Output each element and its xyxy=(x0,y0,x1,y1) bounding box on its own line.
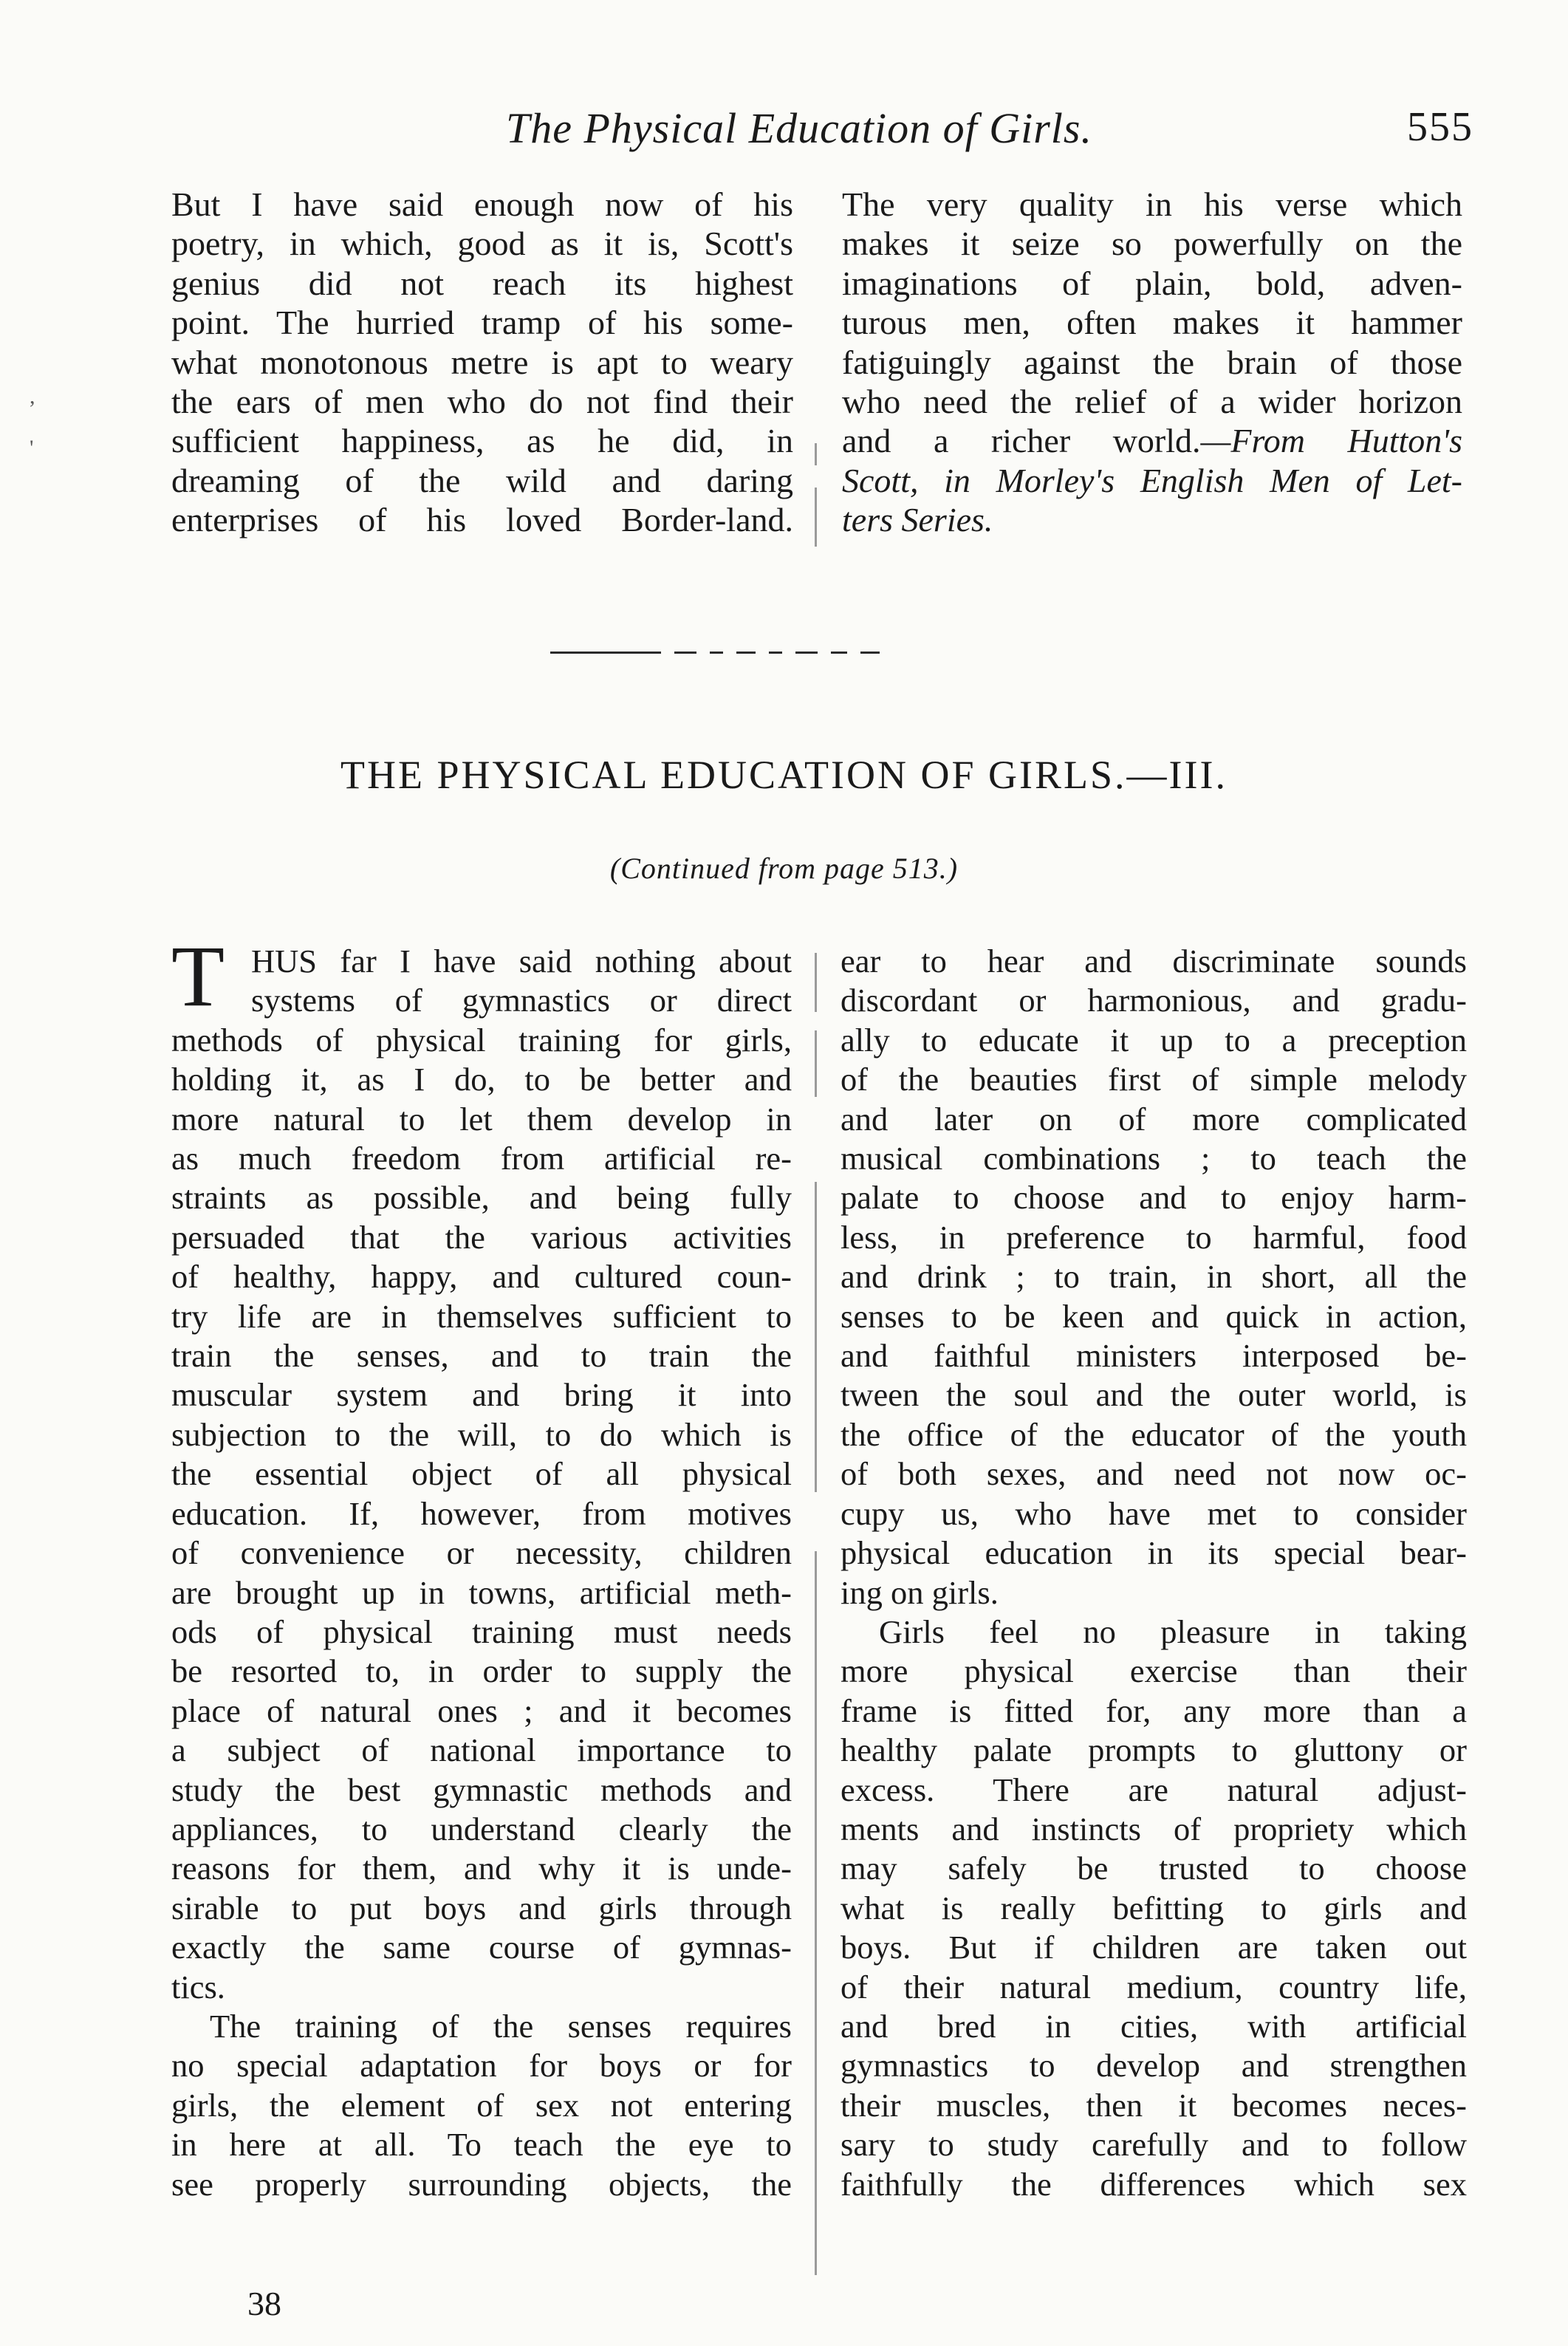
text-line: dreaming of the wild and daring xyxy=(171,461,793,499)
text-line: The training of the senses requires xyxy=(210,2007,792,2045)
divider-dash xyxy=(674,652,696,654)
text-line: subjection to the will, to do which is xyxy=(171,1415,792,1453)
text-line: appliances, to understand clearly the xyxy=(171,1810,792,1847)
text-line: in here at all. To teach the eye to xyxy=(171,2126,792,2164)
text-line: the essential object of all physical xyxy=(171,1455,792,1493)
page-number: 555 xyxy=(1407,104,1473,150)
text-line: frame is fitted for, any more than a xyxy=(841,1692,1467,1729)
running-title: The Physical Education of Girls. xyxy=(506,104,1092,152)
column-rule xyxy=(815,953,817,1012)
text-line: no special adaptation for boys or for xyxy=(171,2047,792,2085)
column-rule xyxy=(815,1030,817,1097)
text-line: sufficient happiness, as he did, in xyxy=(171,422,793,460)
drop-cap: T xyxy=(171,928,225,1025)
column-rule xyxy=(815,443,817,465)
text-line: be resorted to, in order to supply the xyxy=(171,1652,792,1690)
text-line: HUS far I have said nothing about xyxy=(251,943,792,979)
text-line: methods of physical training for girls, xyxy=(171,1021,792,1059)
text-line: gymnastics to develop and strengthen xyxy=(841,2047,1467,2085)
text-line: ing on girls. xyxy=(841,1573,999,1611)
text-line: of both sexes, and need not now oc- xyxy=(841,1455,1467,1493)
text-line: of their natural medium, country life, xyxy=(841,1968,1467,2005)
text-line: their muscles, then it becomes neces- xyxy=(841,2086,1467,2124)
text-line: reasons for them, and why it is unde- xyxy=(171,1850,792,1887)
text-line: fatiguingly against the brain of those xyxy=(842,343,1462,381)
text-line: boys. But if children are taken out xyxy=(841,1929,1467,1966)
text-line: as much freedom from artificial re- xyxy=(171,1140,792,1177)
text-line: and drink ; to train, in short, all the xyxy=(841,1258,1467,1296)
text-line: senses to be keen and quick in action, xyxy=(841,1297,1467,1335)
attribution-lead: and a richer world. xyxy=(842,422,1201,460)
text-line: what monotonous metre is apt to weary xyxy=(171,343,793,381)
text-line: ods of physical training must needs xyxy=(171,1613,792,1650)
text-line: of healthy, happy, and cultured coun- xyxy=(171,1258,792,1296)
divider-dash xyxy=(710,652,723,654)
text-line: holding it, as I do, to be better and xyxy=(171,1061,792,1098)
text-line: more physical exercise than their xyxy=(841,1652,1467,1690)
text-line: of the beauties first of simple melody xyxy=(841,1061,1467,1098)
text-line: less, in preference to harmful, food xyxy=(841,1218,1467,1256)
text-line: more natural to let them develop in xyxy=(171,1100,792,1138)
text-line: physical education in its special bear- xyxy=(841,1534,1467,1572)
text-line: and bred in cities, with artificial xyxy=(841,2007,1467,2045)
article-title: THE PHYSICAL EDUCATION OF GIRLS.—III. xyxy=(340,753,1228,797)
text-line: education. If, however, from motives xyxy=(171,1494,792,1532)
divider-dash xyxy=(769,652,782,654)
text-line: faithfully the differences which sex xyxy=(841,2165,1467,2203)
text-line: systems of gymnastics or direct xyxy=(251,982,792,1019)
text-line: ear to hear and discriminate sounds xyxy=(841,943,1467,979)
attribution-source: —From Hutton's xyxy=(1200,422,1463,460)
divider-dash xyxy=(736,652,756,654)
text-line: persuaded that the various activities xyxy=(171,1218,792,1256)
text-line: ments and instincts of propriety which xyxy=(841,1810,1467,1847)
running-head xyxy=(506,103,1473,155)
text-line: palate to choose and to enjoy harm- xyxy=(841,1179,1467,1217)
margin-mark: ' xyxy=(30,436,34,460)
text-line: study the best gymnastic methods and xyxy=(171,1771,792,1808)
text-line: exactly the same course of gymnas- xyxy=(171,1929,792,1966)
text-line: discordant or harmonious, and gradu- xyxy=(841,982,1467,1019)
text-line: train the senses, and to train the xyxy=(171,1337,792,1375)
text-line: who need the relief of a wider horizon xyxy=(842,383,1462,421)
divider-dash xyxy=(550,652,661,654)
column-rule xyxy=(815,488,817,547)
text-line: of convenience or necessity, children xyxy=(171,1534,792,1572)
text-line: excess. There are natural adjust- xyxy=(841,1771,1467,1808)
text-line: may safely be trusted to choose xyxy=(841,1850,1467,1887)
attribution-line: ters Series. xyxy=(842,501,993,539)
attribution-line: Scott, in Morley's English Men of Let- xyxy=(842,461,1462,499)
text-line: But I have said enough now of his xyxy=(171,185,793,223)
divider-dash xyxy=(860,652,880,654)
column-rule xyxy=(815,1182,817,1492)
text-line: are brought up in towns, artificial meth- xyxy=(171,1573,792,1611)
text-line: muscular system and bring it into xyxy=(171,1376,792,1414)
text-line: The very quality in his verse which xyxy=(842,185,1462,223)
text-line: ally to educate it up to a preception xyxy=(841,1021,1467,1059)
divider-dash xyxy=(795,652,818,654)
text-line: and faithful ministers interposed be- xyxy=(841,1337,1467,1375)
signature-mark: 38 xyxy=(247,2285,281,2322)
text-line: tics. xyxy=(171,1968,225,2005)
text-line: girls, the element of sex not entering xyxy=(171,2086,792,2124)
column-rule xyxy=(815,1551,817,2275)
text-line: sirable to put boys and girls through xyxy=(171,1889,792,1926)
margin-mark: , xyxy=(30,384,35,408)
text-line: what is really befitting to girls and xyxy=(841,1889,1467,1926)
text-line: sary to study carefully and to follow xyxy=(841,2126,1467,2164)
text-line: turous men, often makes it hammer xyxy=(842,304,1462,342)
text-line: a subject of national importance to xyxy=(171,1731,792,1769)
text-line: poetry, in which, good as it is, Scott's xyxy=(171,225,793,263)
text-line: musical combinations ; to teach the xyxy=(841,1140,1467,1177)
text-line: see properly surrounding objects, the xyxy=(171,2165,792,2203)
attribution-line xyxy=(842,421,1462,460)
text-line: healthy palate prompts to gluttony or xyxy=(841,1731,1467,1769)
previous-article-left-column xyxy=(171,185,793,540)
text-line: the ears of men who do not find their xyxy=(171,383,793,421)
article-left-column xyxy=(171,928,792,2204)
text-line: point. The hurried tramp of his some- xyxy=(171,304,793,342)
text-line: Girls feel no pleasure in taking xyxy=(879,1613,1467,1650)
continued-note: (Continued from page 513.) xyxy=(609,852,959,885)
text-line: try life are in themselves sufficient to xyxy=(171,1297,792,1335)
section-divider xyxy=(550,650,993,654)
text-line: place of natural ones ; and it becomes xyxy=(171,1692,792,1729)
text-line: imaginations of plain, bold, adven- xyxy=(842,264,1462,302)
text-line: tween the soul and the outer world, is xyxy=(841,1376,1467,1414)
article-right-column xyxy=(841,942,1467,2204)
text-line: and later on of more complicated xyxy=(841,1100,1467,1138)
text-line: straints as possible, and being fully xyxy=(171,1179,792,1217)
text-line: cupy us, who have met to consider xyxy=(841,1494,1467,1532)
divider-dash xyxy=(831,652,847,654)
text-line: genius did not reach its highest xyxy=(171,264,793,302)
previous-article-right-column xyxy=(842,185,1462,540)
text-line: the office of the educator of the youth xyxy=(841,1415,1467,1453)
text-line: makes it seize so powerfully on the xyxy=(842,225,1462,263)
text-line: enterprises of his loved Border-land. xyxy=(171,501,793,539)
